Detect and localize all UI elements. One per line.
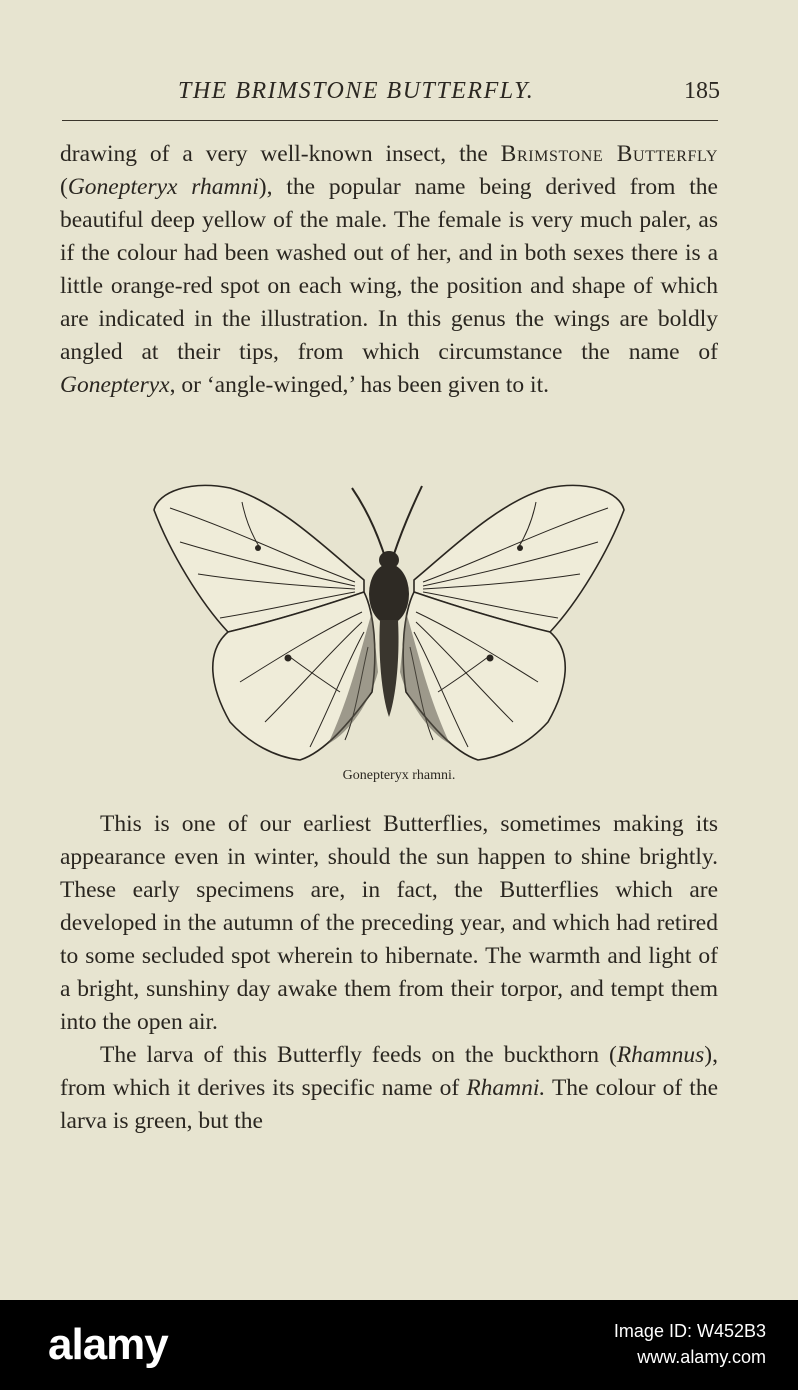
species-latin-name: Gonepteryx rhamni [67, 174, 259, 200]
image-id: Image ID: W452B3 [613, 1321, 766, 1341]
page-number: 185 [684, 78, 720, 104]
butterfly-head [379, 551, 399, 569]
specific-name: Rhamni. [466, 1075, 546, 1101]
butterfly-abdomen [379, 620, 398, 717]
butterfly-illustration [150, 482, 628, 767]
genus-name: Gonepteryx [60, 372, 170, 398]
right-antenna [394, 486, 422, 554]
watermark-footer [0, 1300, 798, 1390]
stock-image-info [614, 1318, 766, 1370]
left-antenna [352, 488, 384, 554]
running-title: THE BRIMSTONE BUTTERFLY. [178, 78, 535, 104]
paragraph-3-text-b: ), from which it derives its specific name of [60, 1042, 718, 1101]
paragraph-1 [60, 138, 718, 402]
paragraph-2: This is one of our earliest Butterflies, sometimes making its appearance even in winter, should the sun happen to shine brightly. These early specimens are, in fact, the Butterflies which are developed in the autumn of the preceding year, and which had retired to some secluded spot wherein to hibernate. The warmth and light of a bright, sunshiny day awake them from their torpor, and tempt them into the open air. [60, 811, 718, 1035]
paragraph-1-text-b: ( [60, 174, 68, 200]
page-header [60, 78, 720, 114]
figure-caption: Gonepteryx rhamni. [342, 768, 456, 783]
paragraph-1-text-a: drawing of a very well-known insect, the [60, 141, 501, 167]
left-hindwing-spot [285, 655, 292, 662]
butterfly-thorax [369, 564, 409, 624]
plant-genus-name: Rhamnus [616, 1042, 705, 1068]
left-forewing-spot [255, 545, 261, 551]
alamy-logo: alamy [48, 1320, 168, 1369]
right-forewing-spot [517, 545, 523, 551]
right-hindwing-spot [487, 655, 494, 662]
body-text-lower [60, 808, 718, 1138]
paragraph-3 [60, 1039, 718, 1138]
site-url: www.alamy.com [637, 1347, 766, 1367]
species-common-name: Brimstone Butterfly [500, 141, 718, 167]
paragraph-3-text-a: The larva of this Butterfly feeds on the buckthorn ( [100, 1042, 617, 1068]
paragraph-1-text-c: ), the popular name being derived from the beautiful deep yellow of the male. The female is very much paler, as if the colour had been washed out of her, and in both sexes there is a little orange-red spot on each wing, the position and shape of which are indicated in the illustration. In this genus the wings are boldly angled at their tips, from which circumstance the name of [60, 174, 718, 365]
header-rule [62, 120, 718, 121]
paragraph-1-text-d: , or ‘angle-winged,’ has been given to it. [169, 372, 549, 398]
paragraph-3-text-c: The colour of the larva is green, but the [60, 1075, 718, 1134]
